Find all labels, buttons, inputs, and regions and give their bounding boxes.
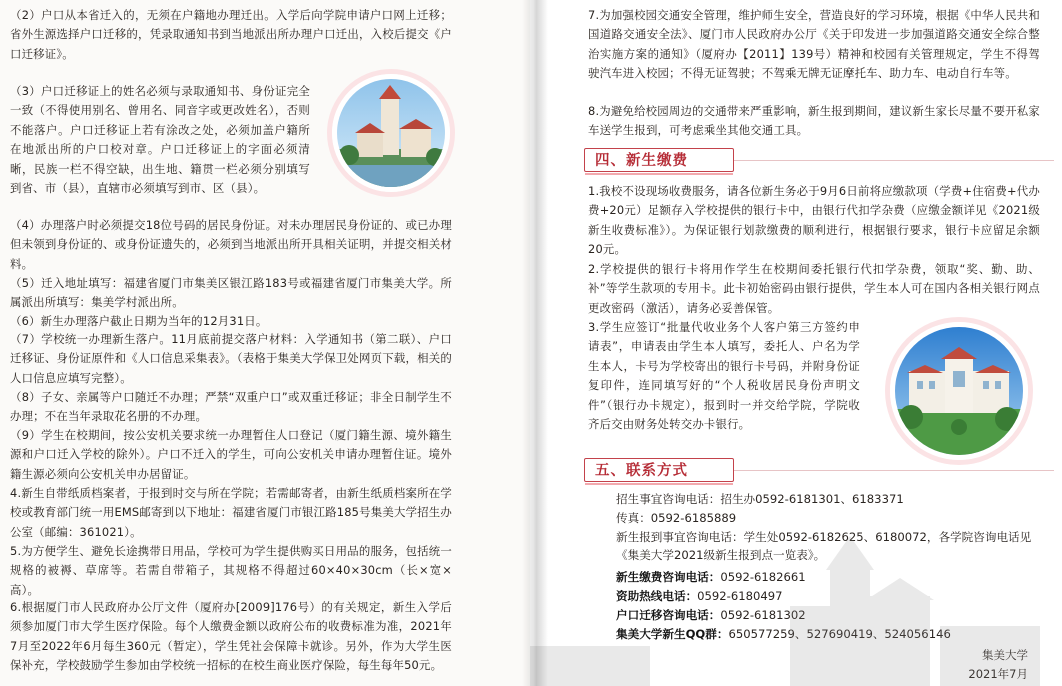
paragraph-fee-1: 1.我校不设现场收费服务，请各位新生务必于9月6日前将应缴款项（学费+住宿费+代办费+20元）足额存入学校提供的银行卡中，由银行代扣学杂费（应缴金额详见《2021级新生收费标准》）。为保证银行划款缴费的顺利进行，根据银行要求，银行卡应留足余额20元。: [588, 184, 1040, 257]
contact-label: 户口迁移咨询电话：: [616, 608, 721, 622]
paragraph-item-7: 7.为加强校园交通安全管理，维护师生安全，营造良好的学习环境，根据《中华人民共和国道路交通安全法》、厦门市人民政府办公厅《关于印发进一步加强道路交通安全综合整治实施方案的通知》（厦府办【2011】139号）精神和校园有关管理规定，学生不得驾驶汽车进入校园；不得无证驾驶；不驾乘无牌无证摩托车、助力车、电动自行车等。: [588, 8, 1040, 81]
paragraph-item-5: 5.为方便学生、避免长途携带日用品，学校可为学生提供购买日用品的服务，包括统一规格的被褥、草席等。若需自带箱子，其规格不得超过60×40×30cm（长×宽×高）。: [10, 544, 452, 597]
contact-value: 0592-6180497: [697, 589, 783, 603]
contact-line: [616, 490, 904, 508]
contact-label: 传真：: [616, 511, 651, 525]
contact-line: [616, 625, 951, 643]
contact-line: [616, 587, 783, 605]
campus-tower-photo: [332, 74, 450, 192]
paragraph-hukou-5: （5）迁入地址填写：福建省厦门市集美区银江路183号或福建省厦门市集美大学。所属派出所填写：集美学村派出所。: [10, 276, 452, 310]
contact-line: [616, 606, 806, 624]
paragraph-item-6: 6.根据厦门市人民政府办公厅文件（厦府办[2009]176号）的有关规定，新生入学后须参加厦门市大学生医疗保险。每个人缴费金额以政府公布的收费标准为准，2021年7月至2022年6月每生360元（暂定），学生凭社会保障卡就诊。另外，作为大学生医保补充，学校鼓励学生参加由学校统一招标的在校生商业医疗保险，每生每年50元。: [10, 600, 452, 673]
campus-building-photo: [890, 322, 1028, 460]
paragraph-hukou-4: （4）办理落户时必须提交18位号码的居民身份证。对未办理居民身份证的、或已办理但未领到身份证的、或身份证遗失的，必须到当地派出所开具相关证明，并提交相关材料。: [10, 218, 452, 271]
left-page: [0, 0, 530, 686]
paragraph-hukou-8: （8）子女、亲属等户口随迁不办理；严禁“双重户口”或双重迁移证；非全日制学生不办理；不在当年录取花名册的不办理。: [10, 390, 452, 424]
paragraph-hukou-2: （2）户口从本省迁入的，无须在户籍地办理迁出。入学后向学院申请户口网上迁移；省外生源选择户口迁移的，凭录取通知书到当地派出所办理户口迁出，入校后提交《户口迁移证》。: [10, 8, 452, 61]
contact-label: 招生事宜咨询电话：: [616, 492, 721, 506]
contact-value: 学生处0592-6182625、6180072，各学院咨询电话见《集美大学2021级新生报到点一览表》。: [616, 530, 1032, 562]
contact-label: 新生报到事宜咨询电话：: [616, 530, 744, 544]
section-title-contact: 五、联系方式: [584, 458, 734, 482]
contact-line: [616, 568, 806, 586]
contact-label: 新生缴费咨询电话：: [616, 570, 721, 584]
paragraph-hukou-6: （6）新生办理落户截止日期为当年的12月31日。: [10, 314, 268, 328]
paragraph-hukou-7: （7）学校统一办理新生落户。11月底前提交落户材料：入学通知书（第二联）、户口迁移证、身份证原件和《人口信息采集表》。（表格于集美大学保卫处网页下载，相关的人口信息应填写完整）。: [10, 332, 452, 385]
contact-line: [616, 528, 1048, 564]
right-page: [530, 0, 1062, 686]
contact-value: 650577259、527690419、524056146: [728, 627, 951, 641]
contact-value: 0592-6181302: [720, 608, 806, 622]
contact-label: 资助热线电话：: [616, 589, 698, 603]
contact-value: 0592-6185889: [650, 511, 737, 525]
paragraph-hukou-9: （9）学生在校期间，按公安机关要求统一办理暂住人口登记（厦门籍生源、境外籍生源和户口迁入学校的除外）。户口不迁入的学生，可向公安机关申请办理暂住证。境外籍生源必须向公安机关申办居留证。: [10, 428, 452, 481]
paragraph-fee-3: 3.学生应签订“批量代收业务个人客户第三方签约申请表”，申请表由学生本人填写，委托人、户名为学生本人，卡号为学校寄出的银行卡号码，并附身份证复印件，连同填写好的“个人税收居民身份声明文件”（银行办卡规定），报到时一并交给学院，学院收齐后交由财务处转交办卡银行。: [588, 320, 860, 432]
paragraph-item-4: 4.新生自带纸质档案者，于报到时交与所在学院；若需邮寄者，由新生纸质档案所在学校或教育部门统一用EMS邮寄到以下地址：福建省厦门市银江路185号集美大学招生办公室（邮编：361021）。: [10, 486, 452, 539]
paragraph-item-8: 8.为避免给校园周边的交通带来严重影响，新生报到期间，建议新生家长尽量不要开私家车送学生报到，可考虑乘坐其他交通工具。: [588, 104, 1040, 138]
paragraph-hukou-3: （3）户口迁移证上的姓名必须与录取通知书、身份证完全一致（不得使用别名、曾用名、同音字或更改姓名），否则不能落户。户口迁移证上若有涂改之处，必须加盖户籍所在地派出所的户口校对章。户口迁移证上的字面必须清晰，民族一栏不得空缺，出生地、籍贯一栏必须分别填写到省、市（县），直辖市必须填写到市、区（县）。: [10, 84, 310, 196]
sign-org: 集美大学: [982, 648, 1028, 662]
sign-date: 2021年7月: [968, 667, 1028, 681]
section-title-fees: 四、新生缴费: [584, 148, 734, 172]
contact-label: 集美大学新生QQ群：: [616, 627, 729, 641]
contact-value: 招生办0592-6181301、6183371: [720, 492, 904, 506]
contact-line: [616, 509, 736, 527]
contact-value: 0592-6182661: [720, 570, 806, 584]
paragraph-fee-2: 2.学校提供的银行卡将用作学生在校期间委托银行代扣学杂费，领取“奖、勤、助、补”等学生款项的专用卡。此卡初始密码由银行提供，学生本人可在国内各相关银行网点更改密码（激活），请务必妥善保管。: [588, 262, 1040, 315]
